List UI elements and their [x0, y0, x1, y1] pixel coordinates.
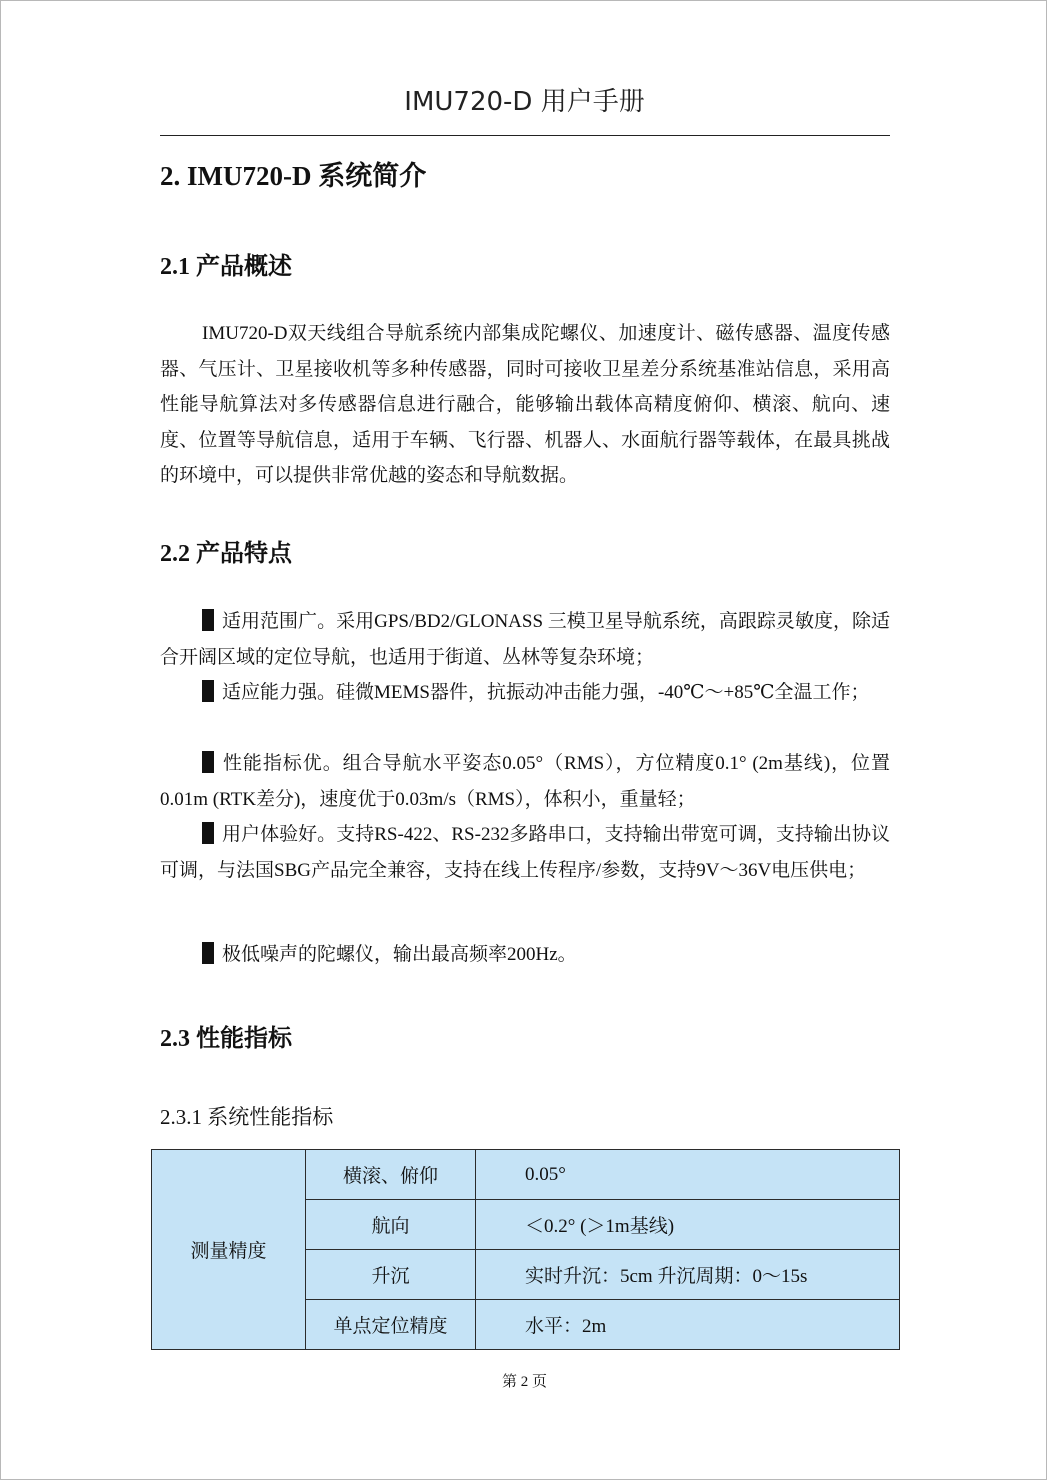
performance-heading: 2.3 性能指标	[160, 1026, 292, 1052]
table-value-cell: 实时升沉：5cm 升沉周期：0～15s	[476, 1250, 900, 1300]
performance-table	[151, 1149, 900, 1350]
square-bullet-icon	[202, 609, 214, 631]
table-value-cell: 水平：2m	[476, 1300, 900, 1350]
feature-item: 用户体验好。支持RS-422、RS-232多路串口，支持输出带宽可调，支持输出协议可调，与法国SBG产品完全兼容，支持在线上传程序/参数，支持9V～36V电压供电；	[160, 824, 890, 881]
header-divider	[160, 135, 890, 136]
square-bullet-icon	[202, 822, 214, 844]
table-value-cell: ＜0.2° (＞1m基线)	[476, 1200, 900, 1250]
square-bullet-icon	[202, 680, 214, 702]
feature-item: 极低噪声的陀螺仪，输出最高频率200Hz。	[160, 937, 890, 973]
page-number: 第 2 页	[501, 1374, 547, 1390]
section-title: 2. IMU720-D 系统简介	[160, 161, 427, 191]
overview-paragraph: IMU720-D双天线组合导航系统内部集成陀螺仪、加速度计、磁传感器、温度传感器、气压计、卫星接收机等多种传感器，同时可接收卫星差分系统基准站信息，采用高性能导航算法对多传感器信息进行融合，能够输出载体高精度俯仰、横滚、航向、速度、位置等导航信息，适用于车辆、飞行器、机器人、水面航行器等载体，在最具挑战的环境中，可以提供非常优越的姿态和导航数据。	[160, 323, 890, 486]
features-heading: 2.2 产品特点	[160, 541, 292, 567]
running-header: IMU720-D 用户手册	[404, 87, 645, 117]
table-value-cell: 0.05°	[476, 1150, 900, 1200]
square-bullet-icon	[202, 942, 214, 964]
overview-heading: 2.1 产品概述	[160, 254, 292, 280]
table-row	[152, 1150, 900, 1200]
feature-item: 适用范围广。采用GPS/BD2/GLONASS 三模卫星导航系统，高跟踪灵敏度，除适合开阔区域的定位导航，也适用于街道、丛林等复杂环境；	[160, 611, 890, 668]
table-item-cell: 单点定位精度	[306, 1300, 476, 1350]
table-item-cell: 航向	[306, 1200, 476, 1250]
table-group-cell: 测量精度	[152, 1150, 306, 1350]
performance-subheading: 2.3.1 系统性能指标	[160, 1105, 334, 1129]
table-item-cell: 横滚、俯仰	[306, 1150, 476, 1200]
table-item-cell: 升沉	[306, 1250, 476, 1300]
feature-item: 性能指标优。组合导航水平姿态0.05°（RMS），方位精度0.1° (2m基线)，位置0.01m (RTK差分)，速度优于0.03m/s（RMS），体积小，重量轻；	[160, 753, 890, 810]
square-bullet-icon	[202, 751, 214, 773]
feature-item: 适应能力强。硅微MEMS器件，抗振动冲击能力强，-40℃～+85℃全温工作；	[160, 675, 890, 711]
